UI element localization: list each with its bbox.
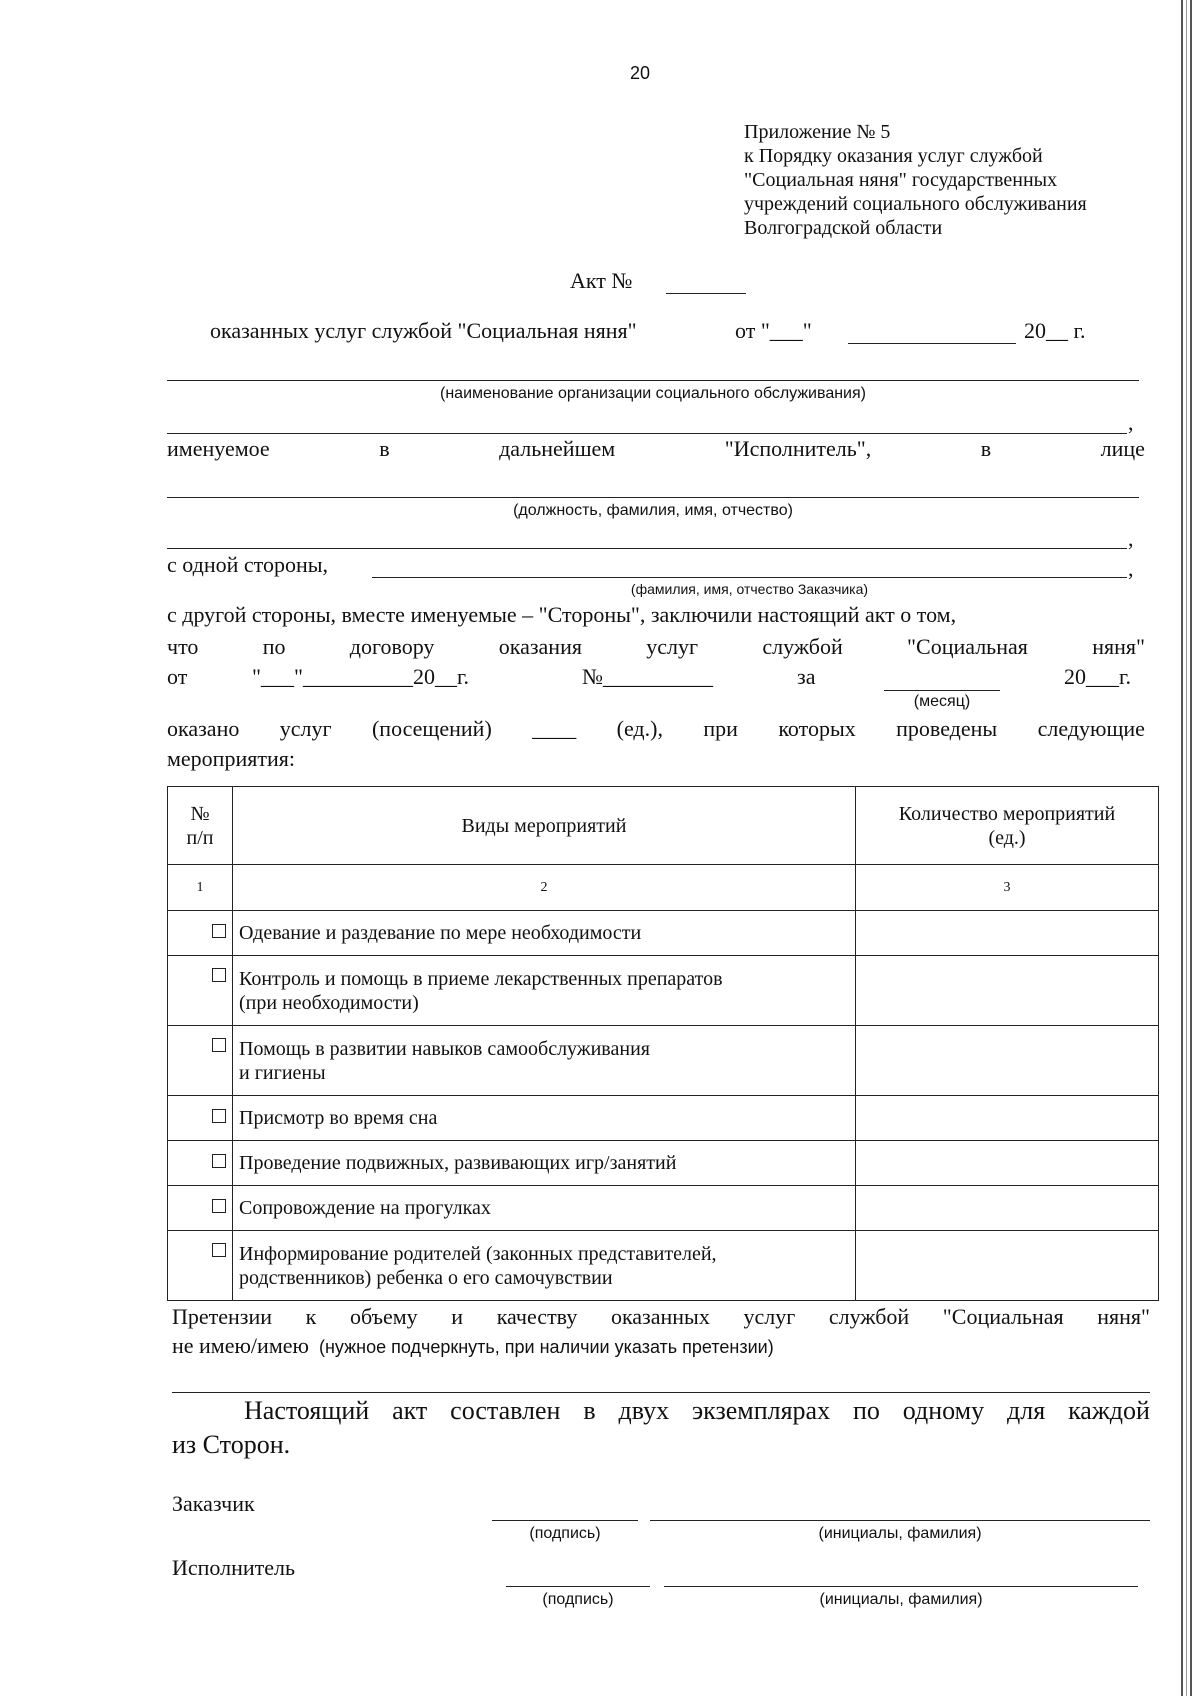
customer-fio-caption: (фамилия, имя, отчество Заказчика): [630, 581, 869, 597]
closing-line: Настоящий акт составлен в двух экземплярах по одному для каждой: [244, 1396, 1150, 1425]
customer-label: Заказчик: [172, 1491, 255, 1516]
closing-line-2: из Сторон.: [172, 1430, 291, 1459]
position-fio-line-2: [167, 548, 1127, 549]
comma: ,: [1128, 556, 1134, 581]
row-checkbox-cell: [168, 1186, 233, 1231]
checkbox-icon[interactable]: [212, 1243, 226, 1257]
checkbox-icon[interactable]: [212, 924, 226, 938]
one-side-label: с одной стороны,: [167, 552, 329, 577]
act-date-line: [848, 343, 1016, 344]
scan-edge-line: [1190, 0, 1192, 1696]
customer-initials-caption: (инициалы, фамилия): [818, 1525, 982, 1542]
checkbox-icon[interactable]: [212, 968, 226, 982]
events-word: мероприятия:: [167, 746, 295, 771]
month-line: [884, 690, 1000, 691]
for-word: за: [797, 664, 816, 689]
row-event: Сопровождение на прогулках: [233, 1186, 856, 1231]
from-word: от: [167, 664, 188, 689]
row-event: Помощь в развитии навыков самообслуживания и гигиены: [233, 1026, 856, 1096]
row-count: [856, 1186, 1159, 1231]
table-header-row: [168, 787, 1159, 865]
row-event: Проведение подвижных, развивающих игр/занятий: [233, 1141, 856, 1186]
executor-signature-caption: (подпись): [542, 1591, 614, 1608]
table-row: [168, 956, 1159, 1026]
appendix-line: Волгоградской области: [744, 217, 943, 239]
period-year: 20___г.: [1064, 664, 1132, 689]
table-row: [168, 1096, 1159, 1141]
row-event: Одевание и раздевание по мере необходимости: [233, 911, 856, 956]
header-number: № п/п: [168, 787, 233, 865]
org-name-line: [167, 380, 1139, 381]
row-count: [856, 1026, 1159, 1096]
row-checkbox-cell: [168, 956, 233, 1026]
colnum-2: 2: [233, 865, 856, 911]
executor-signature-line: [506, 1586, 650, 1587]
customer-signature-line: [492, 1520, 638, 1521]
row-checkbox-cell: [168, 1231, 233, 1301]
checkbox-icon[interactable]: [212, 1199, 226, 1213]
month-caption: (месяц): [913, 693, 971, 710]
customer-initials-line: [650, 1520, 1150, 1521]
checkbox-icon[interactable]: [212, 1109, 226, 1123]
org-name-caption: (наименование организации социального обслуживания): [440, 385, 866, 402]
row-checkbox-cell: [168, 1141, 233, 1186]
page-number: 20: [629, 63, 651, 83]
provided-line: оказано услуг (посещений) ____ (ед.), при которых проведены следующие: [167, 716, 1145, 741]
claims-line: Претензии к объему и качеству оказанных услуг службой "Социальная няня": [172, 1304, 1150, 1329]
act-subtitle: оказанных услуг службой "Социальная няня": [210, 318, 637, 343]
act-year: 20__ г.: [1024, 318, 1086, 343]
appendix-block: [744, 120, 1154, 240]
customer-signature-caption: (подпись): [529, 1525, 601, 1542]
table-colnum-row: [168, 865, 1159, 911]
org-name-line-2: [167, 433, 1127, 434]
row-checkbox-cell: [168, 1096, 233, 1141]
colnum-3: 3: [856, 865, 1159, 911]
comma: ,: [1128, 410, 1134, 435]
act-number-line: [666, 293, 746, 294]
table-row: [168, 1026, 1159, 1096]
claims-line-2: [172, 1333, 774, 1359]
position-fio-caption: (должность, фамилия, имя, отчество): [513, 502, 793, 519]
row-event: Присмотр во время сна: [233, 1096, 856, 1141]
table-row: [168, 1186, 1159, 1231]
contract-line: что по договору оказания услуг службой "Социальная няня": [167, 634, 1145, 659]
executor-initials-line: [664, 1586, 1138, 1587]
position-fio-line: [167, 497, 1139, 498]
checkbox-icon[interactable]: [212, 1154, 226, 1168]
act-title: Акт №: [570, 268, 633, 293]
row-count: [856, 1096, 1159, 1141]
appendix-line: к Порядку оказания услуг службой: [744, 145, 1043, 167]
scan-edge-line: [1186, 0, 1187, 1696]
appendix-line: "Социальная няня" государственных: [744, 169, 1058, 191]
table-row: [168, 1141, 1159, 1186]
table-row: [168, 911, 1159, 956]
row-count: [856, 911, 1159, 956]
executor-label: Исполнитель: [172, 1555, 296, 1580]
claims-choice: не имею/имею: [172, 1333, 309, 1358]
claims-line-blank: [172, 1392, 1150, 1393]
appendix-line: учреждений социального обслуживания: [744, 193, 1087, 215]
claims-note: (нужное подчеркнуть, при наличии указать претензии): [318, 1337, 774, 1357]
row-event: Контроль и помощь в приеме лекарственных препаратов (при необходимости): [233, 956, 856, 1026]
other-side-line: с другой стороны, вместе именуемые – "Стороны", заключили настоящий акт о том,: [167, 602, 957, 627]
header-events: Виды мероприятий: [233, 787, 856, 865]
appendix-title: Приложение № 5: [744, 121, 891, 143]
events-table: [167, 786, 1159, 1301]
scan-edge-line: [1181, 0, 1183, 1696]
row-count: [856, 1231, 1159, 1301]
comma: ,: [1128, 526, 1134, 551]
act-date-from: от "___": [735, 318, 812, 343]
row-checkbox-cell: [168, 911, 233, 956]
contract-date: "___"__________20__г.: [252, 664, 470, 689]
colnum-1: 1: [168, 865, 233, 911]
row-count: [856, 1141, 1159, 1186]
contract-number: №__________: [582, 664, 713, 689]
row-checkbox-cell: [168, 1026, 233, 1096]
checkbox-icon[interactable]: [212, 1038, 226, 1052]
executor-initials-caption: (инициалы, фамилия): [819, 1591, 983, 1608]
row-event: Информирование родителей (законных представителей, родственников) ребенка о его самочувствии: [233, 1231, 856, 1301]
table-row: [168, 1231, 1159, 1301]
customer-fio-line: [372, 577, 1127, 578]
row-count: [856, 956, 1159, 1026]
named-executor-line: именуемое в дальнейшем "Исполнитель", в лице: [167, 436, 1145, 461]
header-count: Количество мероприятий (ед.): [856, 787, 1159, 865]
